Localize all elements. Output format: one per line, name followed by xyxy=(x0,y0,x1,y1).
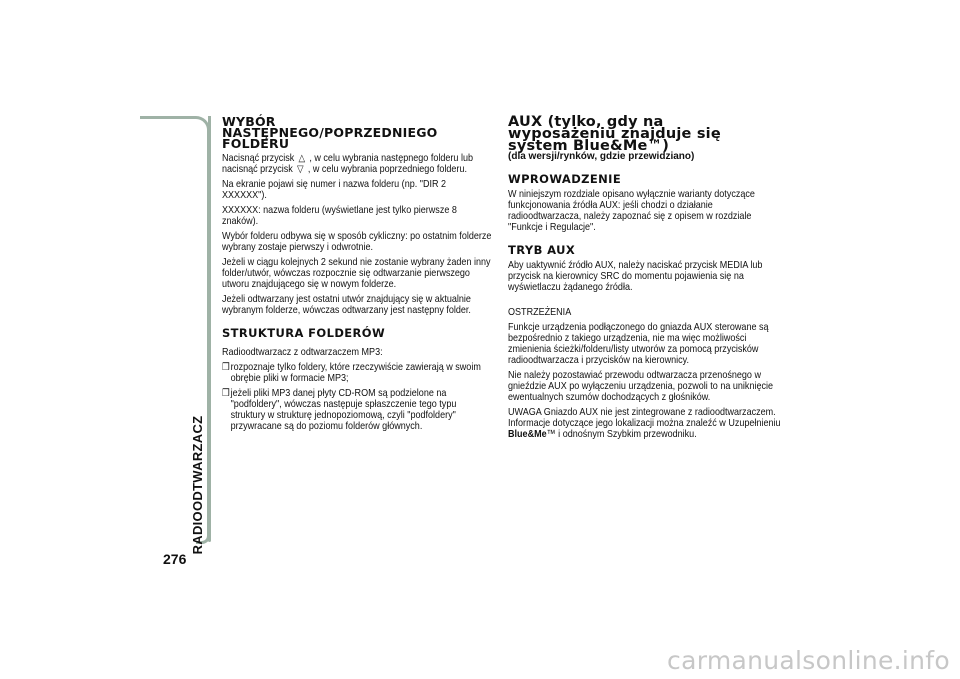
heading-folder-structure: STRUKTURA FOLDERÓW xyxy=(222,326,386,340)
text: UWAGA Gniazdo AUX nie jest zintegrowane z radioodtwarzaczem. Informacje dotyczące jego lokalizacji można znaleźć w Uzupełnieniu xyxy=(508,406,781,429)
text: , w celu wybrania następnego folderu lub xyxy=(309,152,474,164)
up-triangle-icon: △ xyxy=(298,153,306,164)
section-side-label: RADIOODTWARZACZ xyxy=(190,415,205,555)
list-item-text: rozpoznaje tylko foldery, które rzeczywiście zawierają w swoim obrębie pliki w formacie MP3; xyxy=(230,361,481,384)
list-item-text: jeżeli pliki MP3 danej płyty CD-ROM są podzielone na "podfoldery", wówczas następuje spłaszczenie tego typu struktury w strukturę jednopoziomową, czyli "podfoldery" przywracane są do poziomu folderów głównych. xyxy=(230,387,457,432)
paragraph: Radioodtwarzacz z odtwarzaczem MP3: xyxy=(222,346,383,358)
checkbox-bullet-icon: ❒ xyxy=(222,362,230,373)
heading-line: WYBÓR xyxy=(222,114,276,129)
checkbox-bullet-icon: ❒ xyxy=(222,388,230,399)
warnings-label: OSTRZEŻENIA xyxy=(508,306,572,318)
paragraph: W niniejszym rozdziale opisano wyłącznie warianty dotyczące funkcjonowania źródła AUX: jeśli chodzi o działanie radioodtwarzacza, należy zapoznać się z opisem w rozdziale "Funkcje i Regulacje". xyxy=(508,188,755,233)
paragraph: XXXXXX: nazwa folderu (wyświetlane jest tylko pierwsze 8 znaków). xyxy=(222,204,457,227)
left-column xyxy=(222,116,494,436)
margin-rule-vertical xyxy=(208,116,211,542)
text: nacisnąć przycisk xyxy=(222,163,293,175)
paragraph: Wybór folderu odbywa się w sposób cykliczny: po ostatnim folderze wybrany zostaje pierwszy i odwrotnie. xyxy=(222,230,492,253)
text: , w celu wybrania poprzedniego folderu. xyxy=(307,163,467,175)
heading-line: AUX (tylko, gdy na xyxy=(508,114,664,130)
heading-line: FOLDERU xyxy=(222,136,290,151)
page-number: 276 xyxy=(163,551,187,567)
paragraph: Funkcje urządzenia podłączonego do gniazda AUX sterowane są bezpośrednio z takiego urządzenia, nie ma więc możliwości zmienienia ścieżki/folderu/listy utworów za pomocą przycisków radioodtwarzacza i przycisków na kierownicy. xyxy=(508,321,769,366)
heading-line: system Blue&Me™) xyxy=(508,138,670,154)
text: i odnośnym Szybkim przewodniku. xyxy=(555,428,697,440)
paragraph: Na ekranie pojawi się numer i nazwa folderu (np. "DIR 2 XXXXXX"). xyxy=(222,178,447,201)
subheading-versions: (dla wersji/rynków, gdzie przewidziano) xyxy=(508,151,695,162)
heading-line: wyposażeniu znajduje się xyxy=(508,126,721,142)
heading-aux xyxy=(508,116,788,152)
heading-folder-select xyxy=(222,116,494,149)
trademark-symbol: ™ xyxy=(546,428,556,440)
heading-aux-mode: TRYB AUX xyxy=(508,243,576,257)
heading-introduction: WPROWADZENIE xyxy=(508,172,622,186)
paragraph xyxy=(222,153,493,175)
paragraph: Jeżeli odtwarzany jest ostatni utwór znajdujący się w aktualnie wybranym folderze, wówczas odtwarzany jest następny folder. xyxy=(222,293,471,316)
bold-text: Blue&Me xyxy=(508,428,547,440)
paragraph: Nie należy pozostawiać przewodu odtwarzacza przenośnego w gnieździe AUX po wyłączeniu urządzenia, pozwoli to na uniknięcie ewentualnych szumów dochodzących z głośników. xyxy=(508,369,774,403)
right-column xyxy=(508,116,788,444)
heading-line: NASTĘPNEGO/POPRZEDNIEGO xyxy=(222,125,438,140)
list-item xyxy=(222,362,493,384)
list-item xyxy=(222,388,493,432)
paragraph: Aby uaktywnić źródło AUX, należy naciskać przycisk MEDIA lub przycisk na kierownicy SRC do momentu pojawienia się na wyświetlaczu żądanego źródła. xyxy=(508,259,763,293)
text: Nacisnąć przycisk xyxy=(222,152,295,164)
watermark: carmanualsonline.info xyxy=(667,646,950,675)
down-triangle-icon: ▽ xyxy=(296,164,304,175)
paragraph: Jeżeli w ciągu kolejnych 2 sekund nie zostanie wybrany żaden inny folder/utwór, wówczas rozpocznie się odtwarzanie pierwszego utworu znajdującego się w nowym folderze. xyxy=(222,256,491,290)
paragraph xyxy=(508,407,787,440)
